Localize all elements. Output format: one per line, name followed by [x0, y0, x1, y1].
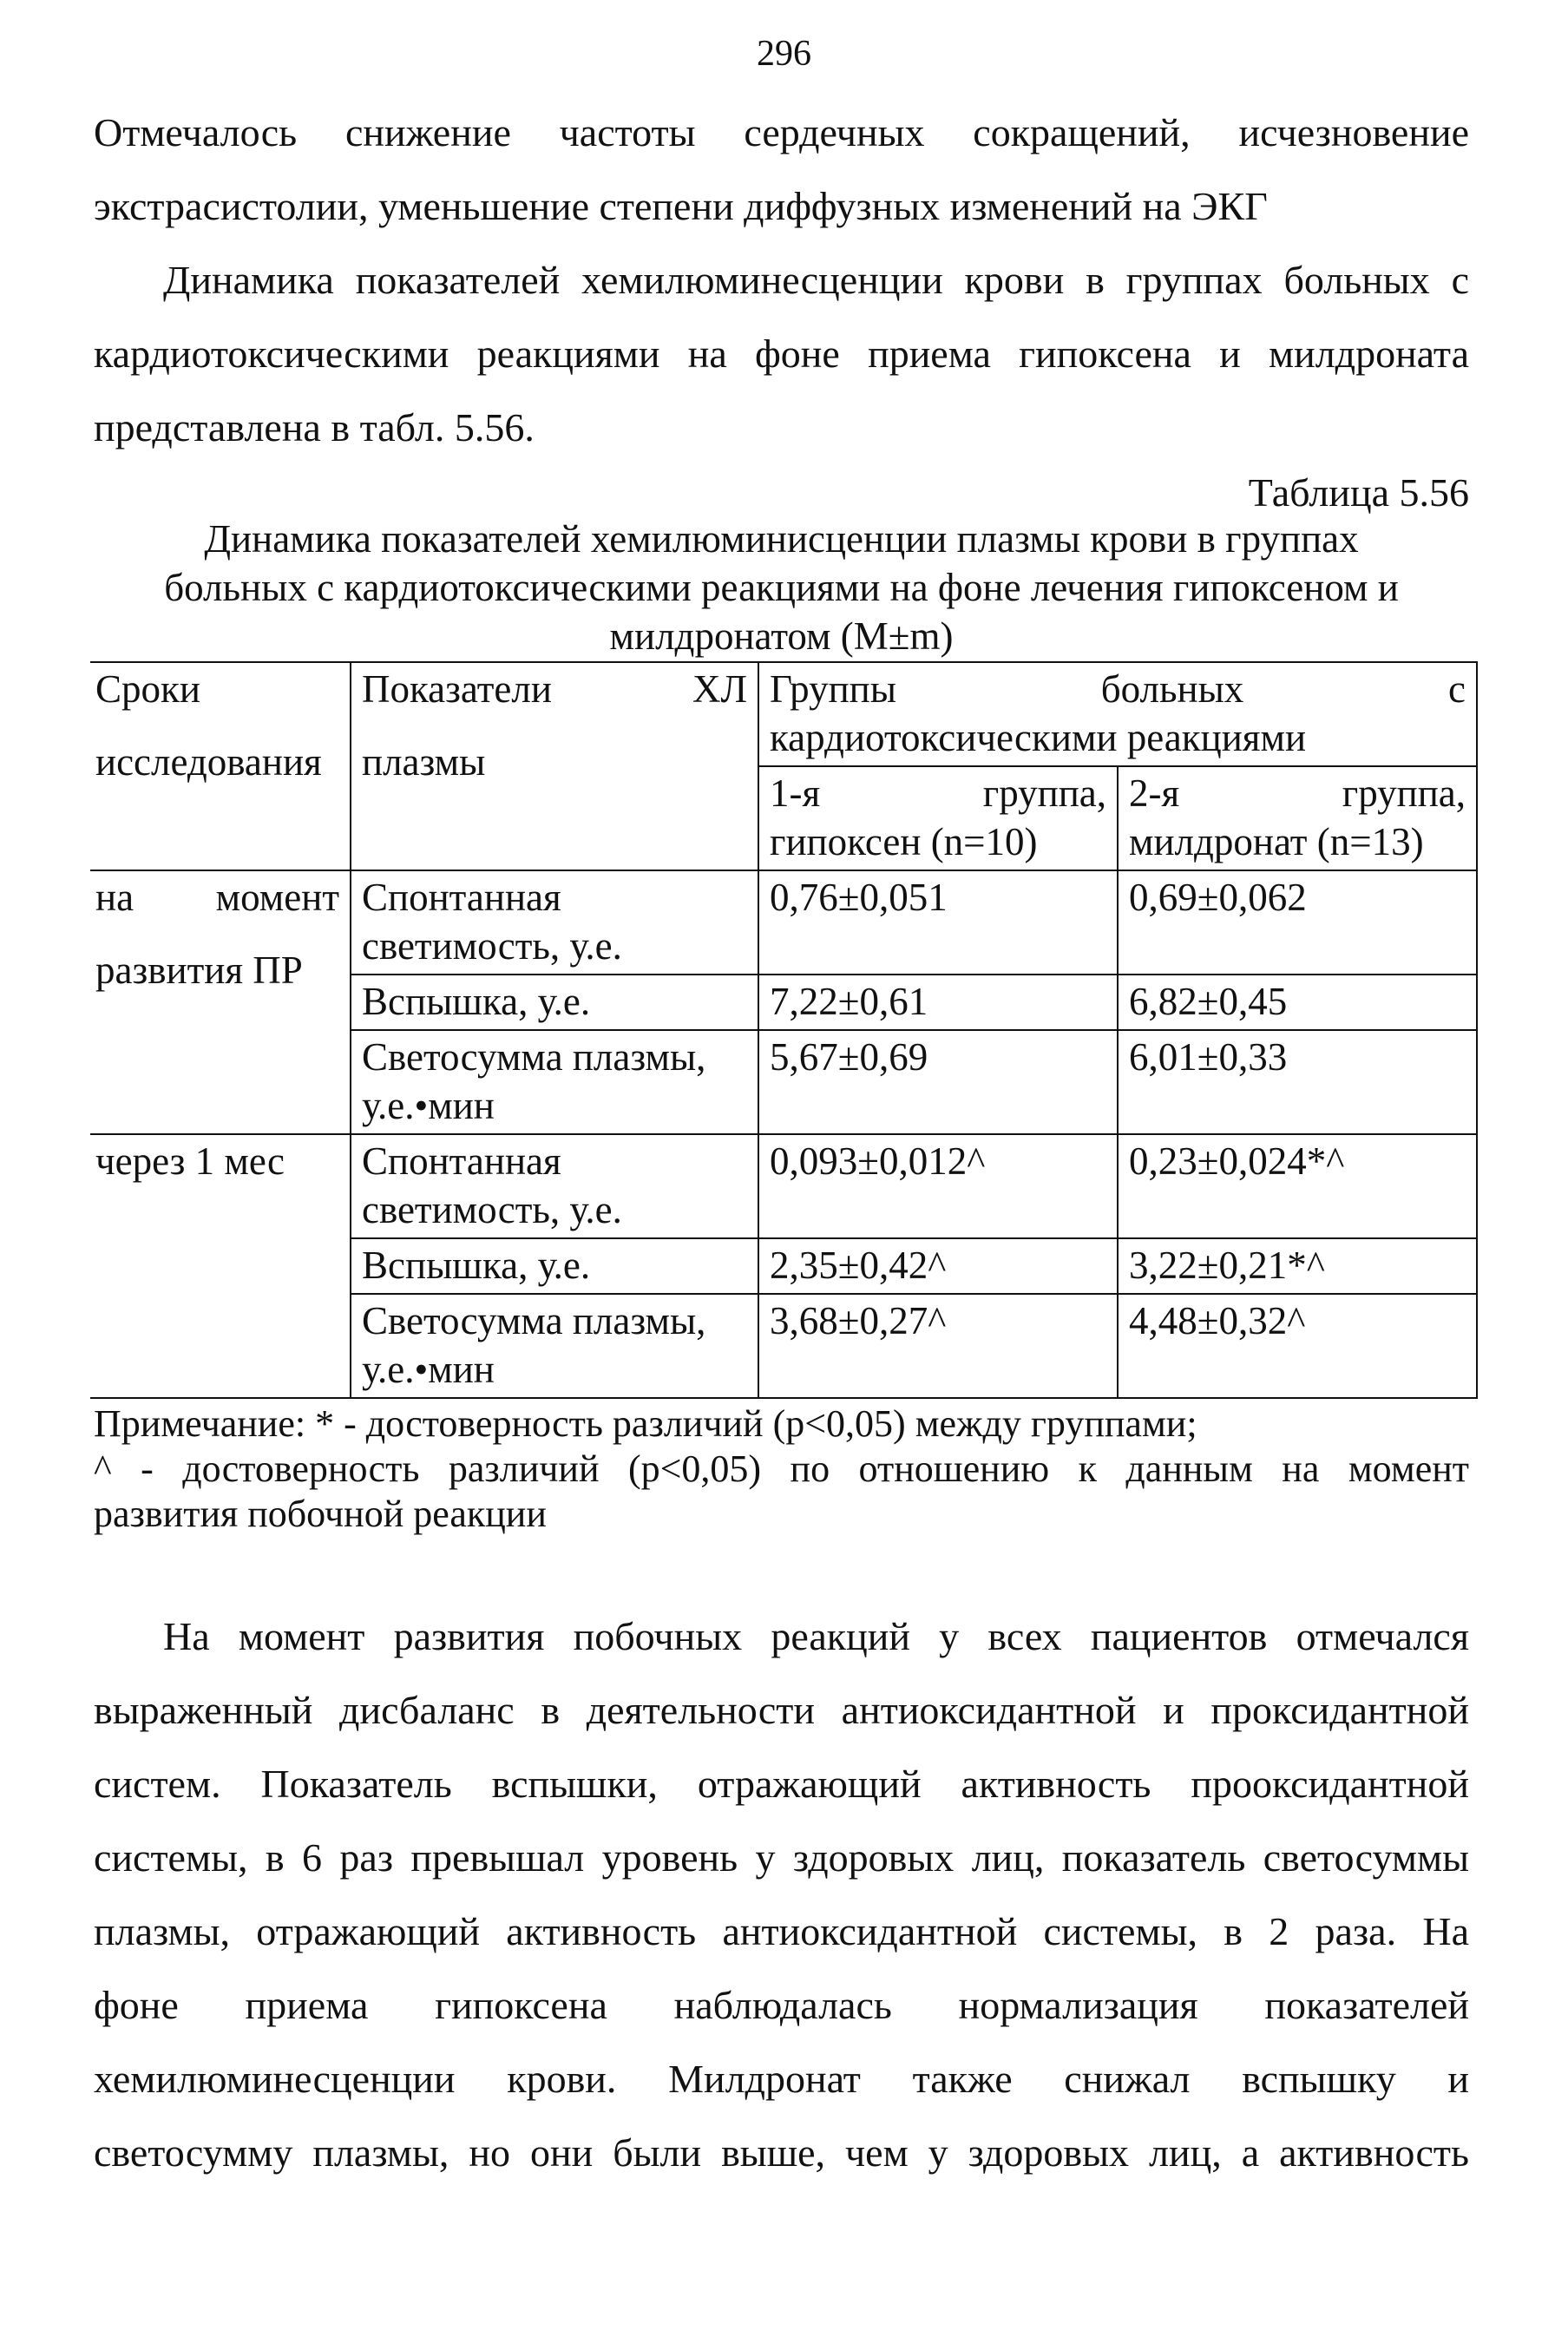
caption-line: больных с кардиотоксическими реакциями на фоне лечения гипоксеном и	[164, 566, 1399, 609]
group1-value: 5,67±0,69	[758, 1030, 1118, 1134]
group2-value: 6,01±0,33	[1118, 1030, 1477, 1134]
header-groups: Группы больных с кардиотоксическими реакциями	[758, 662, 1477, 766]
caption-line: Динамика показателей хемилюминисценции плазмы крови в группах	[204, 517, 1359, 561]
group1-value: 0,093±0,012^	[758, 1134, 1118, 1238]
indicator-cell: Светосумма плазмы, у.е.•мин	[351, 1030, 758, 1134]
body-line: системы, в 6 раз превышал уровень у здоровых лиц, показатель светосуммы	[94, 1835, 1469, 1880]
body-line: светосумму плазмы, но они были выше, чем у здоровых лиц, а активность	[94, 2130, 1469, 2175]
page-number: 296	[757, 34, 811, 74]
body-line: На момент развития побочных реакций у всех пациентов отмечался	[163, 1614, 1469, 1658]
group2-value: 3,22±0,21*^	[1118, 1238, 1477, 1294]
header-indicator: Показатели ХЛ плазмы	[351, 662, 758, 870]
indicator-cell: Спонтанная светимость, у.е.	[351, 1134, 758, 1238]
intro-line: кардиотоксическими реакциями на фоне приема гипоксена и милдроната	[94, 331, 1469, 376]
group2-value: 0,23±0,024*^	[1118, 1134, 1477, 1238]
intro-line: представлена в табл. 5.56.	[94, 405, 535, 450]
group1-value: 3,68±0,27^	[758, 1294, 1118, 1398]
body-line: фоне приема гипоксена наблюдалась нормализация показателей	[94, 1983, 1469, 2027]
group1-value: 0,76±0,051	[758, 870, 1118, 975]
table-note	[94, 1401, 1469, 1537]
period-cell: через 1 мес	[90, 1134, 351, 1398]
table-number: Таблица 5.56	[1248, 470, 1469, 515]
table-caption	[94, 515, 1469, 660]
header-period: Сроки исследования	[90, 662, 351, 870]
note-line: развития побочной реакции	[94, 1493, 547, 1535]
body-line: выраженный дисбаланс в деятельности антиоксидантной и проксидантной	[94, 1688, 1469, 1732]
header-group1: 1-я группа, гипоксен (n=10)	[758, 766, 1118, 870]
indicator-cell: Светосумма плазмы, у.е.•мин	[351, 1294, 758, 1398]
intro-line: Динамика показателей хемилюминесценции крови в группах больных с	[163, 258, 1469, 302]
note-line: Примечание: * - достоверность различий (p<0,05) между группами;	[94, 1402, 1197, 1445]
intro-line: Отмечалось снижение частоты сердечных сокращений, исчезновение	[94, 110, 1469, 154]
intro-line: экстрасистолии, уменьшение степени диффузных изменений на ЭКГ	[94, 184, 1268, 228]
note-line: ^ - достоверность различий (p<0,05) по отношению к данным на момент	[94, 1447, 1469, 1490]
group1-value: 7,22±0,61	[758, 975, 1118, 1030]
body-line: систем. Показатель вспышки, отражающий активность прооксидантной	[94, 1762, 1469, 1806]
indicator-cell: Вспышка, у.е.	[351, 975, 758, 1030]
header-row	[90, 662, 1477, 766]
body-line: плазмы, отражающий активность антиоксидантной системы, в 2 раза. На	[94, 1909, 1469, 1953]
period-cell: на момент развития ПР	[90, 870, 351, 1134]
table-row	[90, 870, 1477, 975]
header-group2: 2-я группа, милдронат (n=13)	[1118, 766, 1477, 870]
group2-value: 0,69±0,062	[1118, 870, 1477, 975]
group2-value: 4,48±0,32^	[1118, 1294, 1477, 1398]
caption-line: милдронатом (M±m)	[609, 614, 954, 658]
group1-value: 2,35±0,42^	[758, 1238, 1118, 1294]
body-line: хемилюминесценции крови. Милдронат также снижал вспышку и	[94, 2057, 1469, 2101]
body-text	[94, 1599, 1469, 2189]
group2-value: 6,82±0,45	[1118, 975, 1477, 1030]
table-row	[90, 1134, 1477, 1238]
indicator-cell: Спонтанная светимость, у.е.	[351, 870, 758, 975]
indicator-cell: Вспышка, у.е.	[351, 1238, 758, 1294]
results-table	[90, 661, 1478, 1399]
intro-text	[94, 95, 1469, 464]
